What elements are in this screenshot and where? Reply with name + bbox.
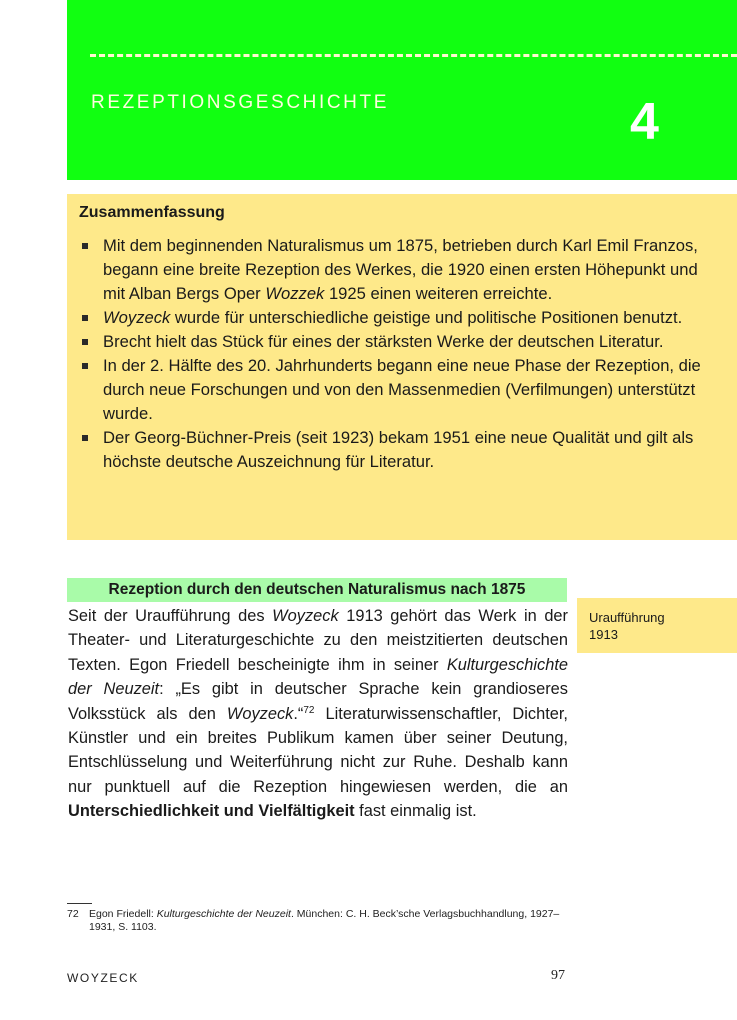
square-bullet-icon	[82, 243, 88, 249]
chapter-number: 4	[630, 93, 659, 151]
italic-run: Kulturgeschichte der Neuzeit	[68, 655, 568, 699]
text-run: Seit der Uraufführung des	[68, 607, 273, 625]
footnote-divider	[67, 903, 92, 904]
footnote-reference[interactable]: 72	[303, 704, 315, 716]
summary-text: Brecht hielt das Stück für eines der stärksten Werke der deutschen Literatur.	[103, 332, 664, 351]
footnote	[67, 908, 567, 934]
summary-item	[67, 354, 737, 426]
footnote-rest: . München: C. H. Beck’sche Verlagsbuchhandlung, 1927–1931, S. 1103.	[89, 908, 560, 933]
italic-run: Woyzeck	[226, 704, 294, 723]
footnote-title: Kulturgeschichte der Neuzeit	[156, 908, 291, 920]
square-bullet-icon	[82, 363, 88, 369]
bold-run: Unterschiedlichkeit und Vielfältigkeit	[68, 802, 355, 821]
chapter-header	[67, 0, 737, 180]
summary-item	[67, 306, 737, 330]
square-bullet-icon	[82, 315, 88, 321]
page-number: 97	[551, 968, 565, 983]
margin-note-line: Uraufführung	[589, 610, 665, 625]
square-bullet-icon	[82, 435, 88, 441]
margin-note-line: 1913	[589, 627, 618, 642]
footer-book-title: WOYZECK	[67, 971, 139, 985]
summary-item	[67, 330, 737, 354]
summary-list	[67, 234, 737, 474]
summary-text: wurde für unterschiedliche geistige und politische Positionen benutzt.	[170, 308, 683, 327]
dashed-rule	[90, 54, 737, 57]
text-run: .“	[293, 704, 304, 723]
summary-text: Der Georg-Büchner-Preis (seit 1923) bekam 1951 eine neue Qualität und gilt als höchste deutsche Auszeichnung für Literatur.	[103, 428, 694, 471]
text-run: : „Es gibt in deutscher Sprache kein grandioseres Volksstück als den	[68, 680, 568, 723]
summary-italic: Woyzeck	[103, 308, 171, 327]
body-paragraph	[68, 604, 568, 824]
summary-item	[67, 426, 737, 474]
summary-text: Mit dem beginnenden Naturalismus um 1875, betrieben durch Karl Emil Franzos, begann eine breite Rezeption des Werkes, die 1920 einen ersten Höhepunkt und mit Alban Bergs Oper	[103, 236, 698, 303]
chapter-title: REZEPTIONSGESCHICHTE	[91, 92, 389, 113]
summary-box	[67, 194, 737, 540]
text-run: fast einmalig ist.	[354, 802, 477, 821]
summary-item	[67, 234, 737, 306]
summary-heading: Zusammenfassung	[79, 204, 225, 221]
footnote-number: 72	[67, 908, 79, 920]
summary-text: 1925 einen weiteren erreichte.	[324, 284, 553, 303]
footnote-author: Egon Friedell:	[89, 908, 157, 920]
text-run: Literaturwissenschaftler, Dichter, Künstler und ein breites Publikum kamen über seiner Deutung, Entschlüsselung und Weiterführung nicht zur Ruhe. Deshalb kann nur punktuell auf die Rezeption hingewiesen werden, die an	[68, 704, 568, 796]
section-heading: Rezeption durch den deutschen Naturalismus nach 1875	[67, 578, 567, 602]
margin-note	[577, 598, 737, 653]
footnote-text	[67, 908, 567, 934]
summary-text: In der 2. Hälfte des 20. Jahrhunderts begann eine neue Phase der Rezeption, die durch neue Forschungen und von den Massenmedien (Verfilmungen) unterstützt wurde.	[103, 356, 701, 423]
summary-italic: Wozzek	[265, 284, 325, 303]
square-bullet-icon	[82, 339, 88, 345]
text-run: 1913 gehört das Werk in der Theater- und Literaturgeschichte zu den meistzitierten deutschen Texten. Egon Friedell bescheinigte ihm in seiner	[68, 607, 569, 674]
italic-run: Woyzeck	[272, 607, 339, 625]
